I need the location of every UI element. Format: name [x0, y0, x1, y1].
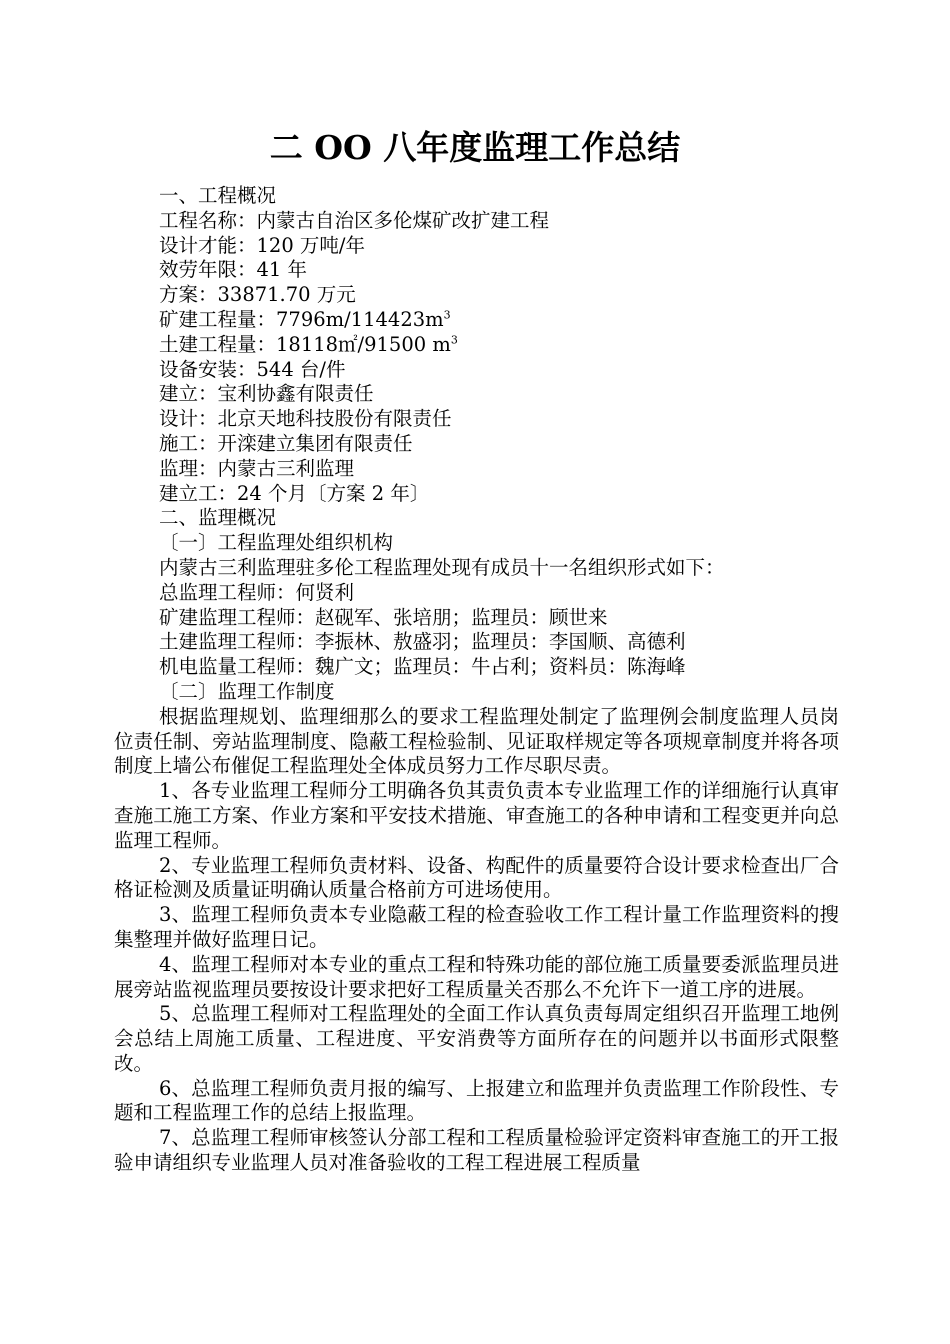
- mine-works-superscript: 3: [443, 308, 451, 322]
- duration-line: 建立工：24 个月〔方案 2 年〕: [159, 481, 430, 505]
- section-heading-overview: 一、工程概况: [159, 184, 277, 207]
- design-capacity-line: 设计才能：120 万吨/年: [159, 233, 365, 257]
- service-life-line: 效劳年限：41 年: [159, 258, 308, 282]
- project-name-line: 工程名称：内蒙古自治区多伦煤矿改扩建工程: [159, 208, 550, 232]
- designer-line: 设计：北京天地科技股份有限责任: [159, 407, 452, 431]
- paragraph: 4、监理工程师对本专业的重点工程和特殊功能的部位施工质量要委派监理员进展旁站监视监理员要按设计要求把好工程质量关否那么不允许下一道工序的进展。: [114, 952, 839, 1001]
- paragraph: 7、总监理工程师审核签认分部工程和工程质量检验评定资料审查施工的开工报验申请组织专业监理人员对准备验收的工程工程进展工程质量: [114, 1126, 839, 1175]
- subheading-work-rules: 〔二〕监理工作制度: [159, 679, 335, 703]
- equipment-line: 设备安装：544 台/件: [159, 357, 346, 381]
- civil-works-line: [114, 333, 839, 358]
- mine-works-line: [114, 308, 839, 333]
- electro-engineers-line: 机电监量工程师：魏广文；监理员：牛占利；资料员：陈海峰: [159, 655, 686, 679]
- civil-works-text: 土建工程量：18118㎡/91500 m: [159, 332, 451, 356]
- organization-intro: 内蒙古三利监理驻多伦工程监理处现有成员十一名组织形式如下：: [159, 555, 725, 579]
- contractor-line: 施工：开滦建立集团有限责任: [159, 431, 413, 455]
- paragraph: 6、总监理工程师负责月报的编写、上报建立和监理并负责监理工作阶段性、专题和工程监理工作的总结上报监理。: [114, 1076, 839, 1125]
- budget-line: 方案：33871.70 万元: [159, 283, 356, 307]
- subheading-organization: 〔一〕工程监理处组织机构: [159, 531, 394, 555]
- paragraph: 5、总监理工程师对工程监理处的全面工作认真负责每周定组织召开监理工地例会总结上周施工质量、工程进度、平安消费等方面所存在的问题并以书面形式限整改。: [114, 1002, 839, 1075]
- paragraph: 2、专业监理工程师负责材料、设备、构配件的质量要符合设计要求检查出厂合格证检测及质量证明确认质量合格前方可进场使用。: [114, 853, 839, 902]
- document-body: [114, 184, 839, 1176]
- paragraph: 3、监理工程师负责本专业隐蔽工程的检查验收工作工程计量工作监理资料的搜集整理并做好监理日记。: [114, 903, 839, 951]
- document-title: 二 OO 八年度监理工作总结: [269, 128, 681, 167]
- builder-line: 建立：宝利协鑫有限责任: [159, 382, 374, 406]
- paragraph: 1、各专业监理工程师分工明确各负其责负责本专业监理工作的详细施行认真审查施工施工方案、作业方案和平安技术措施、审查施工的各种申请和工程变更并向总监理工程师。: [114, 779, 839, 852]
- civil-works-superscript: 3: [450, 333, 458, 347]
- paragraph: 根据监理规划、监理细那么的要求工程监理处制定了监理例会制度监理人员岗位责任制、旁站监理制度、隐蔽工程检验制、见证取样规定等各项规章制度并将各项制度上墙公布催促工程监理处全体成员努力工作尽职尽责。: [114, 704, 839, 778]
- mine-works-text: 矿建工程量：7796m/114423m: [159, 307, 444, 331]
- mine-engineers-line: 矿建监理工程师：赵砚军、张培朋；监理员：顾世来: [159, 605, 608, 629]
- civil-engineers-line: 土建监理工程师：李振林、敖盛羽；监理员：李国顺、高德利: [159, 630, 686, 654]
- supervisor-line: 监理：内蒙古三利监理: [159, 456, 355, 480]
- section-heading-supervision: 二、监理概况: [159, 506, 277, 530]
- chief-engineer-line: 总监理工程师：何贤利: [159, 580, 355, 604]
